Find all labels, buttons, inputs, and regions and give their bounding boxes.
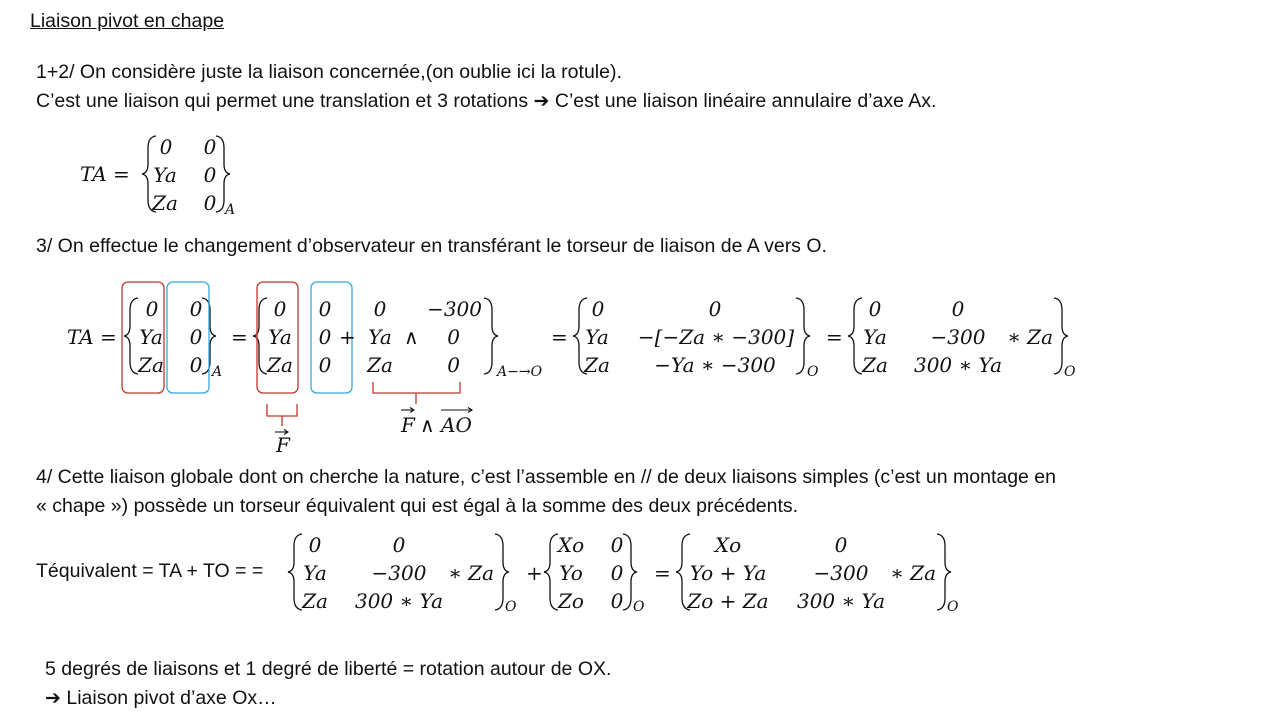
eq1-torsor-TA <box>80 135 235 218</box>
section-3-line: 3/ On effectue le changement d’observateur en transférant le torseur de liaison de A vers O. <box>36 235 827 257</box>
eq2-m4-cell: −300 <box>930 325 986 349</box>
section-1-2-line2-b: C’est une liaison linéaire annulaire d’axe Ax. <box>554 90 937 112</box>
right-arrow-icon: ➔ <box>45 687 61 709</box>
cross-label-op: ∧ <box>420 413 435 437</box>
eq2-observer-change <box>67 282 1076 393</box>
eq2-m1-cell: 0 <box>145 297 159 321</box>
eq2-m1-cell: Za <box>138 353 164 377</box>
left-brace <box>848 298 862 374</box>
eq3-m2-cell: 0 <box>610 589 624 613</box>
eq3-m3-subscript: O <box>947 599 959 615</box>
eq3-m1-cell: 0 <box>308 533 322 557</box>
eq3-m3-cell: Xo <box>714 533 742 557</box>
eq2-cross-operator: ∧ <box>404 325 419 349</box>
right-brace <box>484 298 498 374</box>
eq2-m2-mom-cell: 0 <box>318 297 332 321</box>
eq1-cell: 0 <box>203 163 217 187</box>
eq1-cell: 0 <box>203 191 217 215</box>
eq3-m2-cell: 0 <box>610 561 624 585</box>
eq2-m2-res-cell: 0 <box>273 297 287 321</box>
eq1-cell: Ya <box>153 163 177 187</box>
eq2-m1-cell: 0 <box>189 353 203 377</box>
eq1-subscript: A <box>225 202 236 218</box>
left-brace <box>124 298 138 374</box>
eq3-plus: + <box>526 561 543 585</box>
conclusion-line1: 5 degrés de liaisons et 1 degré de liberté = rotation autour de OX. <box>45 658 612 680</box>
section-1-2-line2-a: C’est une liaison qui permet une translation et 3 rotations <box>36 90 529 112</box>
eq2-equals-a: = <box>231 325 248 349</box>
eq2-m4-cell: 0 <box>868 297 882 321</box>
eq2-m4-cell: ∗ Za <box>1007 325 1053 349</box>
force-annotation <box>267 404 297 457</box>
eq2-cross-left-cell: Ya <box>368 325 392 349</box>
eq3-m2-cell: 0 <box>610 533 624 557</box>
force-underbrace <box>267 404 297 426</box>
eq2-m3-cell: Ya <box>585 325 609 349</box>
eq2-m1-cell: Ya <box>139 325 163 349</box>
left-brace <box>253 298 267 374</box>
eq2-m4-cell: Ya <box>863 325 887 349</box>
eq2-m3-subscript: O <box>807 364 819 380</box>
eq3-equals: = <box>654 561 671 585</box>
eq1-cell: Za <box>152 191 178 215</box>
section-4-line1: 4/ Cette liaison globale dont on cherche la nature, c’est l’assemble en // de deux liaisons simples (c’est un montage en <box>36 466 1056 488</box>
eq2-cross-right-cell: −300 <box>427 297 482 321</box>
eq3-m2-cell: Yo <box>559 561 583 585</box>
eq3-m2-cell: Zo <box>558 589 584 613</box>
eq2-equals-c: = <box>826 325 843 349</box>
eq3-m3-cell: Zo + Za <box>687 589 769 613</box>
eq3-m3-cell: ∗ Za <box>890 561 936 585</box>
eq2-m3-cell: −[−Za ∗ −300] <box>637 325 795 349</box>
section-1-2-line1: 1+2/ On considère juste la liaison concernée,(on oublie ici la rotule). <box>36 61 622 83</box>
right-brace <box>1054 298 1068 374</box>
eq2-m4-cell: 0 <box>951 297 965 321</box>
eq2-m1-cell: 0 <box>189 297 203 321</box>
eq2-m3-cell: 0 <box>708 297 722 321</box>
eq3-m2-subscript: O <box>633 599 645 615</box>
eq2-m4-cell: Za <box>862 353 888 377</box>
left-brace <box>544 534 558 610</box>
eq2-equals-b: = <box>551 325 568 349</box>
eq2-m3-cell: Za <box>584 353 610 377</box>
eq3-m3-cell: 300 ∗ Ya <box>796 589 886 613</box>
eq3-equivalent-torsor <box>288 533 959 615</box>
eq2-m4-subscript: O <box>1064 364 1076 380</box>
eq3-m1-cell: Ya <box>303 561 327 585</box>
eq2-m1-subscript: A <box>212 364 223 380</box>
eq2-m3-cell: 0 <box>591 297 605 321</box>
eq2-m4-cell: 300 ∗ Ya <box>913 353 1003 377</box>
conclusion-line2-text: Liaison pivot d’axe Ox… <box>66 687 277 709</box>
left-brace <box>288 534 302 610</box>
eq2-m1-cell: 0 <box>189 325 203 349</box>
eq3-m3-cell: 0 <box>834 533 848 557</box>
eq3-m1-cell: ∗ Za <box>448 561 494 585</box>
eq3-m3-cell: −300 <box>813 561 869 585</box>
eq2-m3-cell: −Ya ∗ −300 <box>654 353 776 377</box>
eq2-m2-subscript: A−→O <box>497 364 543 380</box>
eq2-cross-right-cell: 0 <box>447 325 460 349</box>
right-arrow-icon: ➔ <box>533 90 550 112</box>
eq2-m2-mom-cell: 0 <box>318 353 332 377</box>
section-4-line2: « chape ») possède un torseur équivalent qui est égal à la somme des deux précédents. <box>36 495 799 517</box>
right-brace <box>796 298 810 374</box>
eq2-lhs: TA = <box>67 325 117 349</box>
eq3-m2-cell: Xo <box>557 533 585 557</box>
force-label: F <box>276 433 290 457</box>
eq3-m1-subscript: O <box>505 599 517 615</box>
eq3-m1-cell: 300 ∗ Ya <box>354 589 444 613</box>
eq1-lhs: TA = <box>80 162 130 186</box>
cross-label-ao: AO <box>441 413 472 437</box>
cross-label-f: F <box>401 413 415 437</box>
eq3-m1-cell: −300 <box>371 561 427 585</box>
eq2-cross-right-cell: 0 <box>447 353 460 377</box>
eq1-cell: 0 <box>203 135 217 159</box>
cross-product-underbrace <box>373 382 460 404</box>
cross-product-annotation <box>373 382 472 437</box>
eq3-m1-cell: Za <box>302 589 328 613</box>
eq2-cross-left-cell: Za <box>367 353 393 377</box>
eq2-m2-mom-cell: 0 <box>318 325 332 349</box>
equivalent-torsor-label: Téquivalent = TA + TO = = <box>36 560 264 582</box>
right-brace <box>216 136 230 212</box>
slide-title: Liaison pivot en chape <box>30 10 225 32</box>
eq2-cross-left-cell: 0 <box>373 297 387 321</box>
eq2-plus: + <box>339 325 356 349</box>
eq2-m2-res-cell: Ya <box>268 325 292 349</box>
eq3-m1-cell: 0 <box>392 533 406 557</box>
eq2-m2-res-cell: Za <box>267 353 293 377</box>
eq1-cell: 0 <box>159 135 173 159</box>
eq3-m3-cell: Yo + Ya <box>689 561 767 585</box>
